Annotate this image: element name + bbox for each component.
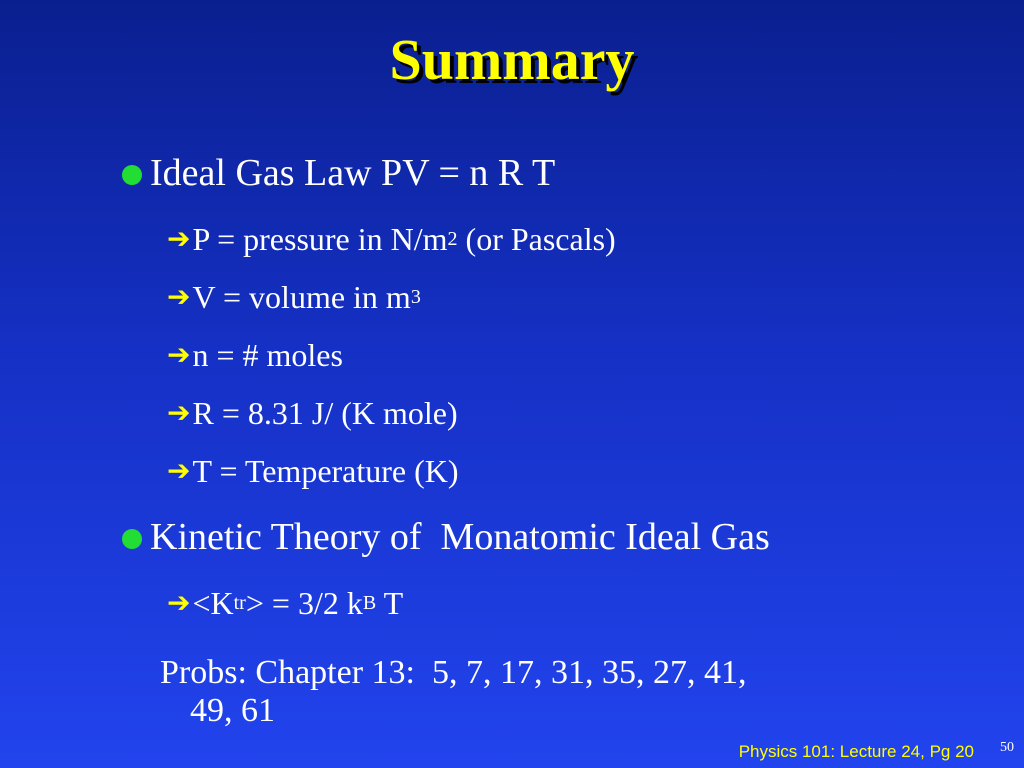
slide-number: 50 <box>1000 740 1014 755</box>
slide-footer: Physics 101: Lecture 24, Pg 20 <box>738 742 974 761</box>
sub-item-text-post: (or Pascals) <box>457 221 616 257</box>
sub-item-text: <K <box>192 585 234 621</box>
sub-item-kinetic-energy: ➔ <K tr > = 3/2 k B T <box>167 574 982 632</box>
sub-item-moles <box>167 326 982 384</box>
sub-item-text-post: T <box>376 585 404 621</box>
bullet-ideal-gas-law <box>122 148 982 198</box>
arrow-right-icon: ➔ <box>167 338 191 371</box>
sub-item-gas-constant <box>167 384 982 442</box>
sub-item-text-mid: > = 3/2 k <box>245 585 363 621</box>
sub-list-ideal-gas <box>167 210 982 500</box>
sub-item-text: R = 8.31 J/ (K mole) <box>192 395 458 431</box>
bullet-text: Ideal Gas Law PV = n R T <box>150 152 556 194</box>
sub-item-text: V = volume in m <box>192 279 411 315</box>
bullet-text: Kinetic Theory of Monatomic Ideal Gas <box>150 516 770 558</box>
problems-list <box>160 654 746 730</box>
green-dot-icon <box>122 165 142 185</box>
bullet-kinetic-theory <box>122 512 982 562</box>
sub-item-text: P = pressure in N/m <box>192 221 448 257</box>
arrow-right-icon: ➔ <box>167 586 191 619</box>
sub-list-kinetic <box>167 574 982 632</box>
green-dot-icon <box>122 529 142 549</box>
sub-item-text: T = Temperature (K) <box>192 453 459 489</box>
slide-content <box>122 148 982 632</box>
slide-title: Summary <box>389 27 635 92</box>
arrow-right-icon: ➔ <box>167 280 191 313</box>
problems-line-1: Probs: Chapter 13: 5, 7, 17, 31, 35, 27, 41, <box>160 654 747 691</box>
sub-item-volume: ➔ V = volume in m 3 <box>167 268 982 326</box>
arrow-right-icon: ➔ <box>167 222 191 255</box>
sub-item-temperature <box>167 442 982 500</box>
sub-item-text: n = # moles <box>192 337 343 373</box>
sub-item-pressure: ➔ P = pressure in N/m 2 (or Pascals) <box>167 210 982 268</box>
arrow-right-icon: ➔ <box>167 454 191 487</box>
arrow-right-icon: ➔ <box>167 396 191 429</box>
problems-line-2: 49, 61 <box>190 692 275 729</box>
